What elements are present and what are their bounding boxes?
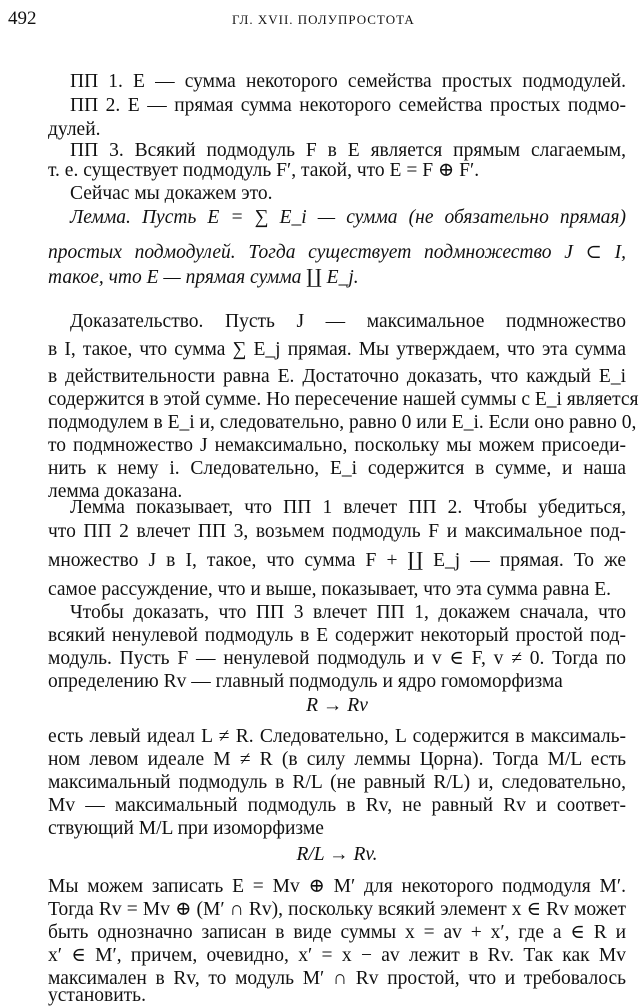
text-line: самое рассуждение, что и выше, показывает, что эта сумма равна E.: [48, 579, 611, 600]
text-line: Тогда Rv = Mv ⊕ (M′ ∩ Rv), поскольку всякий элемент x ∈ Rv может: [48, 899, 626, 920]
text-line: установить.: [48, 985, 146, 1006]
text-line: быть однозначно записан в виде суммы x = av + x′, где a ∈ R и: [48, 922, 626, 943]
text-line: что ПП 2 влечет ПП 3, возьмем подмодуль F и максимальное под-: [48, 521, 626, 542]
text-line: Чтобы доказать, что ПП 3 влечет ПП 1, докажем сначала, что: [70, 602, 626, 623]
text-line: x′ ∈ M′, причем, очевидно, x′ = x − av лежит в Rv. Так как Mv: [48, 945, 626, 966]
lemma-statement-line: простых подмодулей. Тогда существует подмножество J ⊂ I,: [48, 242, 626, 263]
proof-line: в I, такое, что сумма ∑ E_j прямая. Мы утверждаем, что эта сумма: [48, 339, 626, 360]
text-line: максимален в Rv, то модуль M′ ∩ Rv простой, что и требовалось: [48, 968, 626, 989]
text-line: Mv — максимальный подмодуль в Rv, не равный Rv и соответ-: [48, 795, 626, 816]
display-formula: R/L → Rv.: [296, 844, 378, 865]
text-line: Лемма показывает, что ПП 1 влечет ПП 2. Чтобы убедиться,: [70, 497, 626, 518]
text-line: модуль. Пусть F — ненулевой подмодуль и v ∈ F, v ≠ 0. Тогда по: [48, 648, 626, 669]
text-line: есть левый идеал L ≠ R. Следовательно, L содержится в максималь-: [48, 726, 626, 747]
text-line: т. е. существует подмодуль F′, такой, что E = F ⊕ F′.: [48, 160, 480, 181]
page-header: [0, 8, 639, 30]
proof-line: лемма доказана.: [48, 481, 183, 502]
display-formula: R → Rv: [306, 695, 368, 716]
proof-line: подмодулем в E_i и, следовательно, равно 0 или E_i. Если оно равно 0,: [48, 412, 637, 433]
proof-line: в действительности равна E. Достаточно доказать, что каждый E_i: [48, 366, 626, 387]
proof-line: то подмножество J немаксимально, поскольку мы можем присоеди-: [48, 435, 626, 456]
proof-line: нить к нему i. Следовательно, E_i содержится в сумме, и наша: [48, 458, 626, 479]
text-line: ПП 3. Всякий подмодуль F в E является прямым слагаемым,: [70, 140, 626, 161]
text-line: ном левом идеале M ≠ R (в силу леммы Цорна). Тогда M/L есть: [48, 749, 626, 770]
lemma-statement-line: такое, что E — прямая сумма ∐ E_j.: [48, 267, 359, 288]
text-line: дулей.: [48, 119, 101, 140]
text-line: Мы можем записать E = Mv ⊕ M′ для некоторого подмодуля M′.: [48, 876, 626, 897]
running-title: ГЛ. XVII. ПОЛУПРОСТОТА: [232, 12, 415, 27]
lemma-statement-line: Лемма. Пусть E = ∑ E_i — сумма (не обязательно прямая): [70, 207, 626, 228]
proof-line: содержится в этой сумме. Но пересечение нашей суммы с E_i является: [48, 389, 639, 410]
text-line: определению Rv — главный подмодуль и ядро гомоморфизма: [48, 671, 563, 692]
text-line: максимальный подмодуль в R/L (не равный R/L) и, следовательно,: [48, 772, 626, 793]
text-line: всякий ненулевой подмодуль в E содержит некоторый простой под-: [48, 625, 626, 646]
page-number: 492: [8, 8, 37, 29]
proof-line: Доказательство. Пусть J — максимальное подмножество: [70, 311, 626, 332]
text-line: ПП 1. E — сумма некоторого семейства простых подмодулей.: [70, 71, 626, 92]
text-line: ствующий M/L при изоморфизме: [48, 818, 324, 839]
text-line: множество J в I, такое, что сумма F + ∐ E_j — прямая. То же: [48, 550, 626, 571]
text-line: ПП 2. E — прямая сумма некоторого семейства простых подмо-: [70, 95, 626, 116]
text-line: Сейчас мы докажем это.: [70, 183, 273, 204]
